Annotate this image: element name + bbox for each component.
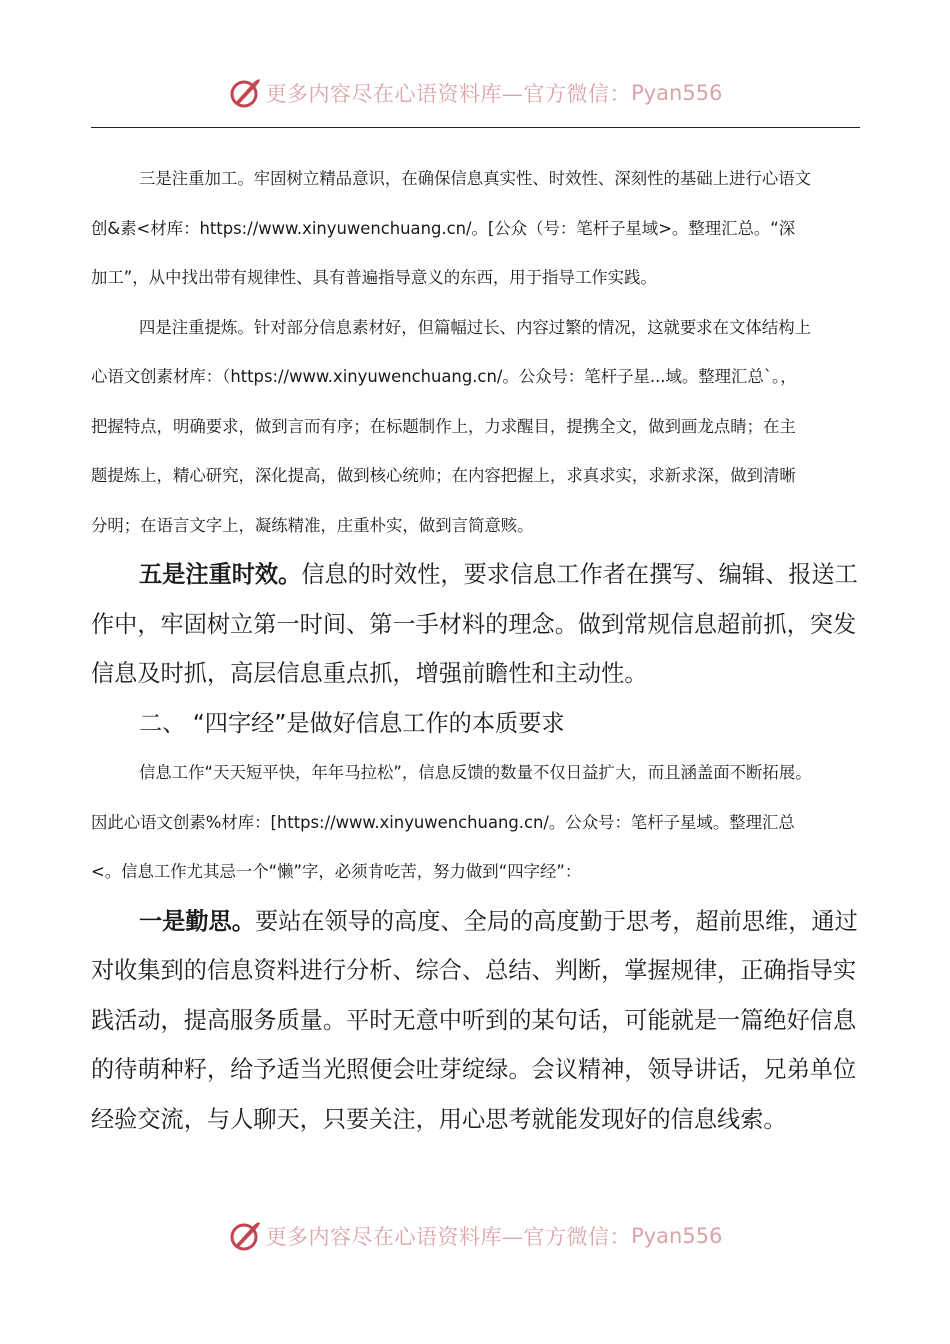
p3-line: 三是注重加工。牢固树立精品意识，在确保信息真实性、时效性、深刻性的基础上进行心语文 <box>139 169 812 188</box>
paragraph-diligent-thinking <box>91 897 866 1145</box>
quill-logo-icon <box>228 76 262 110</box>
p6-line: 因此心语文创素%材库：[https://www.xinyuwenchuang.cn/。公众号：笔杆子星域。整理汇总 <box>91 812 795 832</box>
paragraph-text: 要站在领导的高度、全局的高度勤于思考，超前思维，通过对收集到的信息资料进行分析、综合、总结、判断，掌握规律，正确指导实践活动，提高服务质量。平时无意中听到的某句话，可能就是一篇绝好信息的待萌种籽，给予适当光照便会吐芽绽绿。会议精神，领导讲话，兄弟单位经验交流，与人聊天，只要关注，用心思考就能发现好的信息线索。 <box>91 907 858 1133</box>
header-banner-text: 更多内容尽在心语资料库—官方微信： <box>265 82 632 106</box>
quill-logo-icon <box>228 1219 262 1253</box>
p3-line: 创&素<材库：https://www.xinyuwenchuang.cn/。[公众（号：笔杆子星域>。整理汇总。“深 <box>91 218 796 238</box>
p4-line: 四是注重提炼。针对部分信息素材好，但篇幅过长、内容过繁的情况，这就要求在文体结构上 <box>139 317 812 337</box>
p3-line: 加工”，从中找出带有规律性、具有普遍指导意义的东西，用于指导工作实践。 <box>91 268 657 287</box>
p6-line: <。信息工作尤其忌一个“懒”字，必须肯吃苦，努力做到“四字经”： <box>91 862 582 881</box>
header-banner <box>0 71 950 115</box>
footer-wechat-id: Pyan556 <box>631 1224 723 1248</box>
p4-line: 把握特点，明确要求，做到言而有序；在标题制作上，力求醒目，提携全文，做到画龙点睛；在主 <box>91 416 796 436</box>
document-body <box>91 154 866 1144</box>
section-heading: 二、 “四字经”是做好信息工作的本质要求 <box>139 709 565 737</box>
paragraph-lead: 一是勤思。 <box>139 907 255 935</box>
p4-line: 分明；在语言文字上，凝练精准，庄重朴实，做到言简意赅。 <box>91 515 534 535</box>
footer-banner <box>0 1214 950 1258</box>
paragraph-text: 信息的时效性，要求信息工作者在撰写、编辑、报送工作中，牢固树立第一时间、第一手材料的理念。做到常规信息超前抓，突发信息及时抓，高层信息重点抓，增强前瞻性和主动性。 <box>91 561 858 687</box>
p4-line: 心语文创素材库：（https://www.xinyuwenchuang.cn/。公众号：笔杆子星...域。整理汇总`。， <box>91 367 797 386</box>
header-wechat-id: Pyan556 <box>631 81 723 105</box>
footer-banner-text: 更多内容尽在心语资料库—官方微信： <box>265 1225 632 1249</box>
header-divider <box>91 127 860 128</box>
p6-line: 信息工作“天天短平快，年年马拉松”，信息反馈的数量不仅日益扩大，而且涵盖面不断拓展。 <box>139 763 812 782</box>
p4-line: 题提炼上，精心研究，深化提高，做到核心统帅；在内容把握上，求真求实，求新求深，做到清晰 <box>91 466 796 485</box>
paragraph-timeliness <box>91 550 866 699</box>
paragraph-lead: 五是注重时效。 <box>139 561 302 588</box>
